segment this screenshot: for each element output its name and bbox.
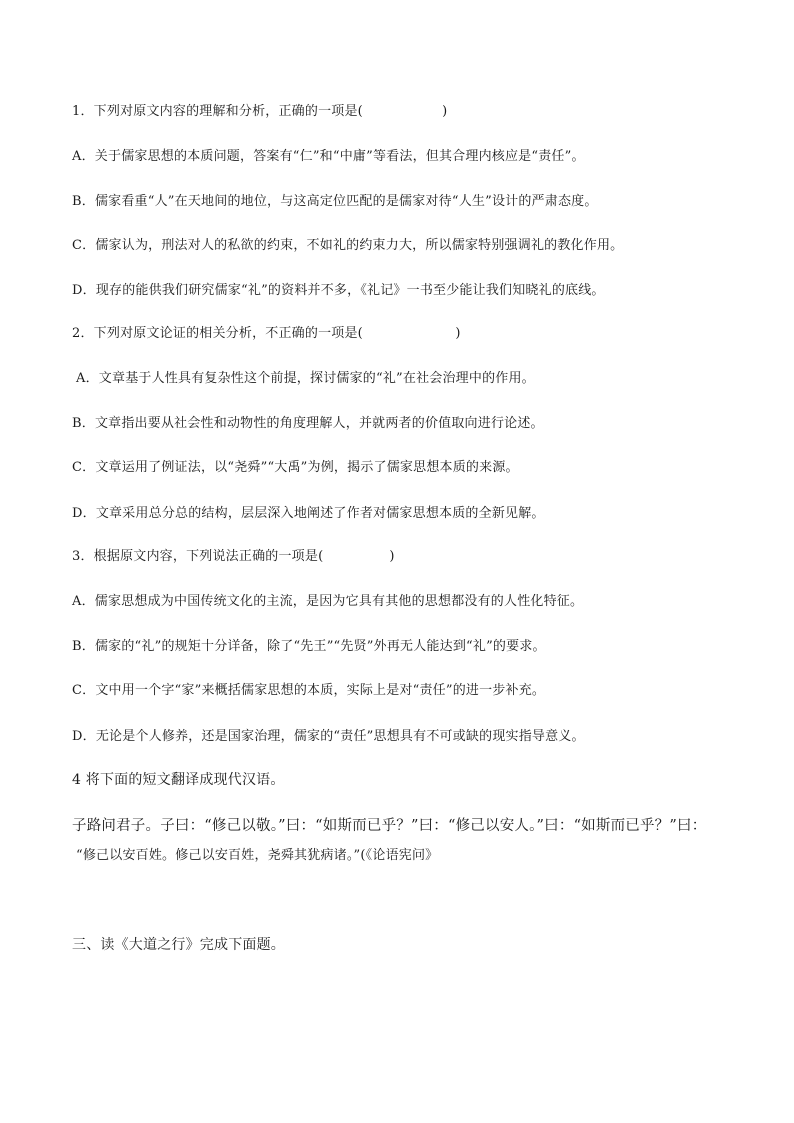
question-2-option-b: B．文章指出要从社会性和动物性的角度理解人，并就两者的价值取向进行论述。	[72, 416, 544, 431]
question-3-option-b: B．儒家的“礼”的规矩十分详备，除了“先王”“先贤”外再无人能达到“礼”的要求。	[72, 639, 546, 654]
question-1-option-b: B．儒家看重“人”在天地间的地位，与这高定位匹配的是儒家对待“人生”设计的严肃态度。	[72, 194, 598, 209]
question-1-option-c: C．儒家认为，刑法对人的私欲的约束，不如礼的约束力大，所以儒家特别强调礼的教化作用。	[72, 238, 624, 253]
question-2-stem: 2．下列对原文论证的相关分析，不正确的一项是( )	[72, 326, 461, 341]
question-4-stem: 4 将下面的短文翻译成现代汉语。	[72, 772, 285, 788]
question-2-option-d: D．文章采用总分总的结构，层层深入地阐述了作者对儒家思想本质的全新见解。	[72, 506, 545, 521]
question-3-stem: 3．根据原文内容，下列说法正确的一项是( )	[72, 549, 395, 564]
question-3-option-a: A．儒家思想成为中国传统文化的主流，是因为它具有其他的思想都没有的人性化特征。	[72, 594, 584, 609]
question-3-option-c: C．文中用一个字“家”来概括儒家思想的本质，实际上是对“责任”的进一步补充。	[72, 683, 546, 698]
question-2-option-c: C．文章运用了例证法，以“尧舜”“大禹”为例，揭示了儒家思想本质的来源。	[72, 460, 519, 475]
question-1-option-a: A．关于儒家思想的本质问题，答案有“仁”和“中庸”等看法，但其合理内核应是“责任”。	[72, 149, 585, 164]
translation-text-line-2: “修己以安百姓。修己以安百姓，尧舜其犹病诸。”(《论语宪问》	[76, 848, 439, 863]
question-1-stem: 1．下列对原文内容的理解和分析，正确的一项是( )	[72, 104, 448, 119]
question-2-option-a: A．文章基于人性具有复杂性这个前提，探讨儒家的“礼”在社会治理中的作用。	[76, 371, 535, 386]
question-1-option-d: D．现存的能供我们研究儒家“礼”的资料并不多，《礼记》一书至少能让我们知晓礼的底线。	[72, 283, 605, 298]
section-3-heading: 三、读《大道之行》完成下面题。	[72, 937, 285, 953]
translation-text-line-1: 子路问君子。子曰：“修己以敬。”曰：“如斯而已乎？”曰：“修己以安人。”曰：“如斯而已乎？”曰：	[72, 818, 707, 834]
question-3-option-d: D．无论是个人修养，还是国家治理，儒家的“责任”思想具有不可或缺的现实指导意义。	[72, 729, 585, 744]
